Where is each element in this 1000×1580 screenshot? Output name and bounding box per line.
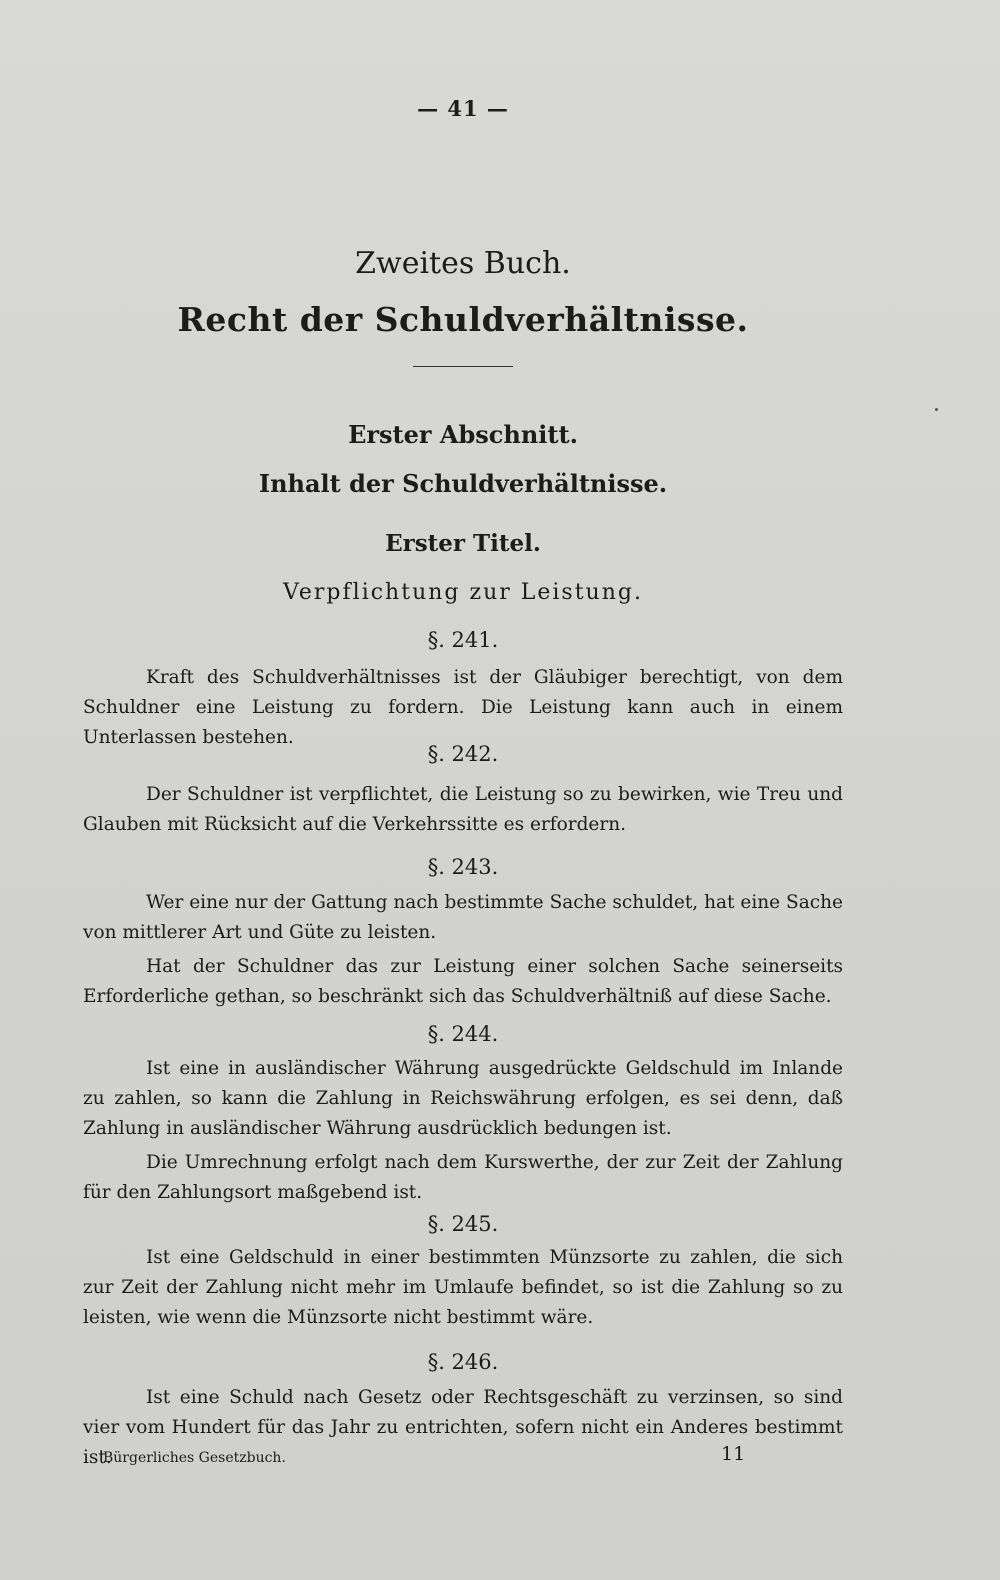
paragraph-number-244: §. 244. (427, 1022, 499, 1046)
section-title: Erster Abschnitt. (348, 420, 578, 449)
book-title: Zweites Buch. (355, 246, 571, 281)
title-subtitle: Verpflichtung zur Leistung. (283, 580, 643, 605)
paragraph-text-244-b: Die Umrechnung erfolgt nach dem Kurswerthe, der zur Zeit der Zahlung für den Zahlungsort maßgebend ist. (83, 1152, 843, 1203)
title-divider (413, 366, 513, 367)
page-number: — 41 — (417, 96, 509, 121)
paragraph-number-246: §. 246. (427, 1350, 499, 1374)
title-label: Erster Titel. (385, 530, 541, 557)
paragraph-number-245: §. 245. (427, 1212, 499, 1236)
paragraph-number-242: §. 242. (427, 742, 499, 766)
paragraph-number-243: §. 243. (427, 855, 499, 879)
paragraph-text-242: Der Schuldner ist verpflichtet, die Leistung so zu bewirken, wie Treu und Glauben mit Rücksicht auf die Verkehrssitte es erfordern. (83, 784, 843, 835)
section-subtitle: Inhalt der Schuldverhältnisse. (258, 469, 668, 498)
main-title: Recht der Schuldverhältnisse. (177, 300, 749, 339)
paragraph-text-244-a: Ist eine in ausländischer Währung ausgedrückte Geldschuld im Inlande zu zahlen, so kann die Zahlung in Reichswährung erfolgen, es sei denn, daß Zahlung in ausländischer Währung ausdrücklich bedungen ist. (83, 1058, 843, 1139)
footer-signature-number: 11 (721, 1443, 746, 1465)
paragraph-text-243-a: Wer eine nur der Gattung nach bestimmte Sache schuldet, hat eine Sache von mittlerer Art und Güte zu leisten. (83, 892, 843, 943)
paragraph-text-246: Ist eine Schuld nach Gesetz oder Rechtsgeschäft zu verzinsen, so sind vier vom Hundert für das Jahr zu entrichten, sofern nicht ein Anderes bestimmt ist. (83, 1387, 843, 1468)
paragraph-text-241: Kraft des Schuldverhältnisses ist der Gläubiger berechtigt, von dem Schuldner eine Leistung zu fordern. Die Leistung kann auch in einem Unterlassen bestehen. (83, 667, 843, 748)
paragraph-number-241: §. 241. (427, 628, 499, 652)
footer-book-name: Bürgerliches Gesetzbuch. (103, 1450, 286, 1466)
paper-speck (935, 408, 938, 411)
paragraph-text-245: Ist eine Geldschuld in einer bestimmten Münzsorte zu zahlen, die sich zur Zeit der Zahlung nicht mehr im Umlaufe befindet, so ist die Zahlung so zu leisten, wie wenn die Münzsorte nicht bestimmt wäre. (83, 1247, 843, 1328)
paragraph-text-243-b: Hat der Schuldner das zur Leistung einer solchen Sache seinerseits Erforderliche gethan, so beschränkt sich das Schuldverhältniß auf diese Sache. (83, 956, 843, 1007)
